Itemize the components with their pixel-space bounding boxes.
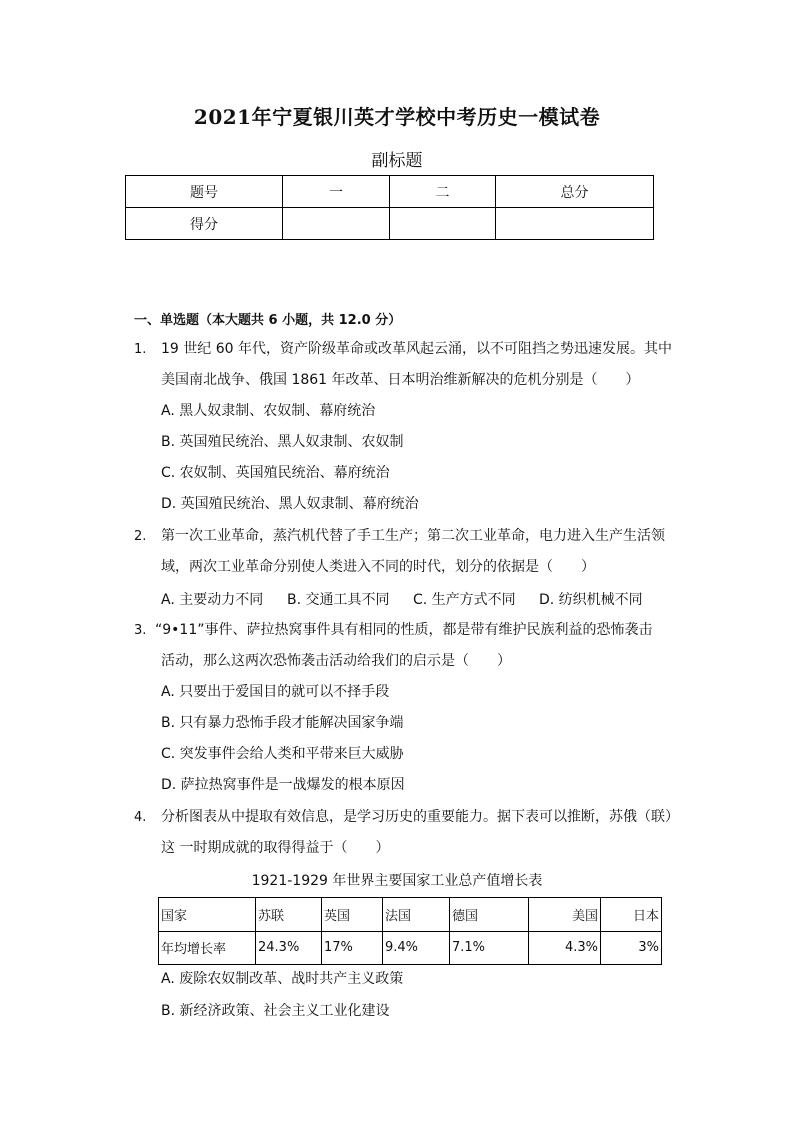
option-b[interactable]: B. 只有暴力恐怖手段才能解决国家争端	[161, 715, 404, 731]
option-a[interactable]: A. 黑人奴隶制、农奴制、幕府统治	[161, 403, 376, 419]
score-table-cell: 一	[283, 176, 390, 208]
option-d[interactable]: D. 英国殖民统治、黑人奴隶制、幕府统治	[161, 496, 419, 512]
table-cell: 7.1%	[450, 931, 529, 965]
table-header-cell: 日本	[601, 898, 662, 932]
question-text: “9•11”事件、萨拉热窝事件具有相同的性质，都是带有维护民族利益的恐怖袭击	[155, 622, 653, 638]
question-text: 这 一时期成就的取得得益于（ ）	[161, 840, 390, 856]
score-table-cell: 总分	[496, 176, 654, 208]
table-cell: 年均增长率	[159, 931, 256, 965]
question-number: 2.	[134, 529, 147, 544]
question-text: 活动，那么这两次恐怖袭击活动给我们的启示是（ ）	[161, 653, 511, 669]
question-text: 域，两次工业革命分别使人类进入不同的时代，划分的依据是（ ）	[161, 559, 595, 575]
score-table	[125, 175, 654, 240]
page-subtitle: 副标题	[371, 151, 423, 171]
section-heading: 一、单选题（本大题共 6 小题，共 12.0 分）	[134, 313, 402, 328]
table-header-cell: 英国	[322, 898, 383, 932]
score-input-cell[interactable]	[496, 208, 654, 240]
table-cell: 4.3%	[529, 931, 601, 965]
option-b[interactable]: B. 交通工具不同	[287, 592, 390, 608]
table-cell: 24.3%	[256, 931, 322, 965]
table-row	[159, 898, 662, 932]
options-row	[161, 589, 643, 609]
question-text: 19 世纪 60 年代，资产阶级革命或改革风起云涌，以不可阻挡之势迅速发展。其中	[161, 341, 672, 357]
growth-table	[158, 897, 662, 965]
question-number: 1.	[134, 342, 147, 357]
table-caption: 1921-1929 年世界主要国家工业总产值增长表	[251, 873, 543, 889]
table-cell: 17%	[322, 931, 383, 965]
score-table-cell: 题号	[126, 176, 283, 208]
question-text: 分析图表从中提取有效信息，是学习历史的重要能力。据下表可以推断，苏俄（联）	[161, 809, 679, 825]
table-cell: 3%	[601, 931, 662, 965]
question-text: 第一次工业革命，蒸汽机代替了手工生产；第二次工业革命，电力进入生产生活领	[161, 528, 665, 544]
option-c[interactable]: C. 农奴制、英国殖民统治、幕府统治	[161, 465, 390, 481]
table-header-cell: 美国	[529, 898, 601, 932]
page-title: 2021年宁夏银川英才学校中考历史一模试卷	[193, 105, 601, 129]
option-a[interactable]: A. 废除农奴制改革、战时共产主义政策	[161, 971, 404, 987]
table-row	[159, 931, 662, 965]
option-b[interactable]: B. 英国殖民统治、黑人奴隶制、农奴制	[161, 434, 404, 450]
score-table-cell: 二	[390, 176, 496, 208]
option-c[interactable]: C. 生产方式不同	[413, 592, 516, 608]
table-header-cell: 国家	[159, 898, 256, 932]
option-c[interactable]: C. 突发事件会给人类和平带来巨大威胁	[161, 746, 404, 762]
option-a[interactable]: A. 主要动力不同	[161, 592, 264, 608]
question-number: 3.	[134, 623, 147, 638]
question-number: 4.	[134, 810, 147, 825]
score-input-cell[interactable]	[283, 208, 390, 240]
table-cell: 9.4%	[383, 931, 450, 965]
table-header-cell: 法国	[383, 898, 450, 932]
option-a[interactable]: A. 只要出于爱国目的就可以不择手段	[161, 684, 390, 700]
table-row	[126, 176, 654, 208]
option-d[interactable]: D. 萨拉热窝事件是一战爆发的根本原因	[161, 777, 405, 793]
option-b[interactable]: B. 新经济政策、社会主义工业化建设	[161, 1003, 390, 1019]
table-row	[126, 208, 654, 240]
question-text: 美国南北战争、俄国 1861 年改革、日本明治维新解决的危机分别是（ ）	[161, 372, 640, 388]
table-header-cell: 苏联	[256, 898, 322, 932]
table-header-cell: 德国	[450, 898, 529, 932]
option-d[interactable]: D. 纺织机械不同	[539, 592, 643, 608]
score-input-cell[interactable]	[390, 208, 496, 240]
score-table-cell: 得分	[126, 208, 283, 240]
